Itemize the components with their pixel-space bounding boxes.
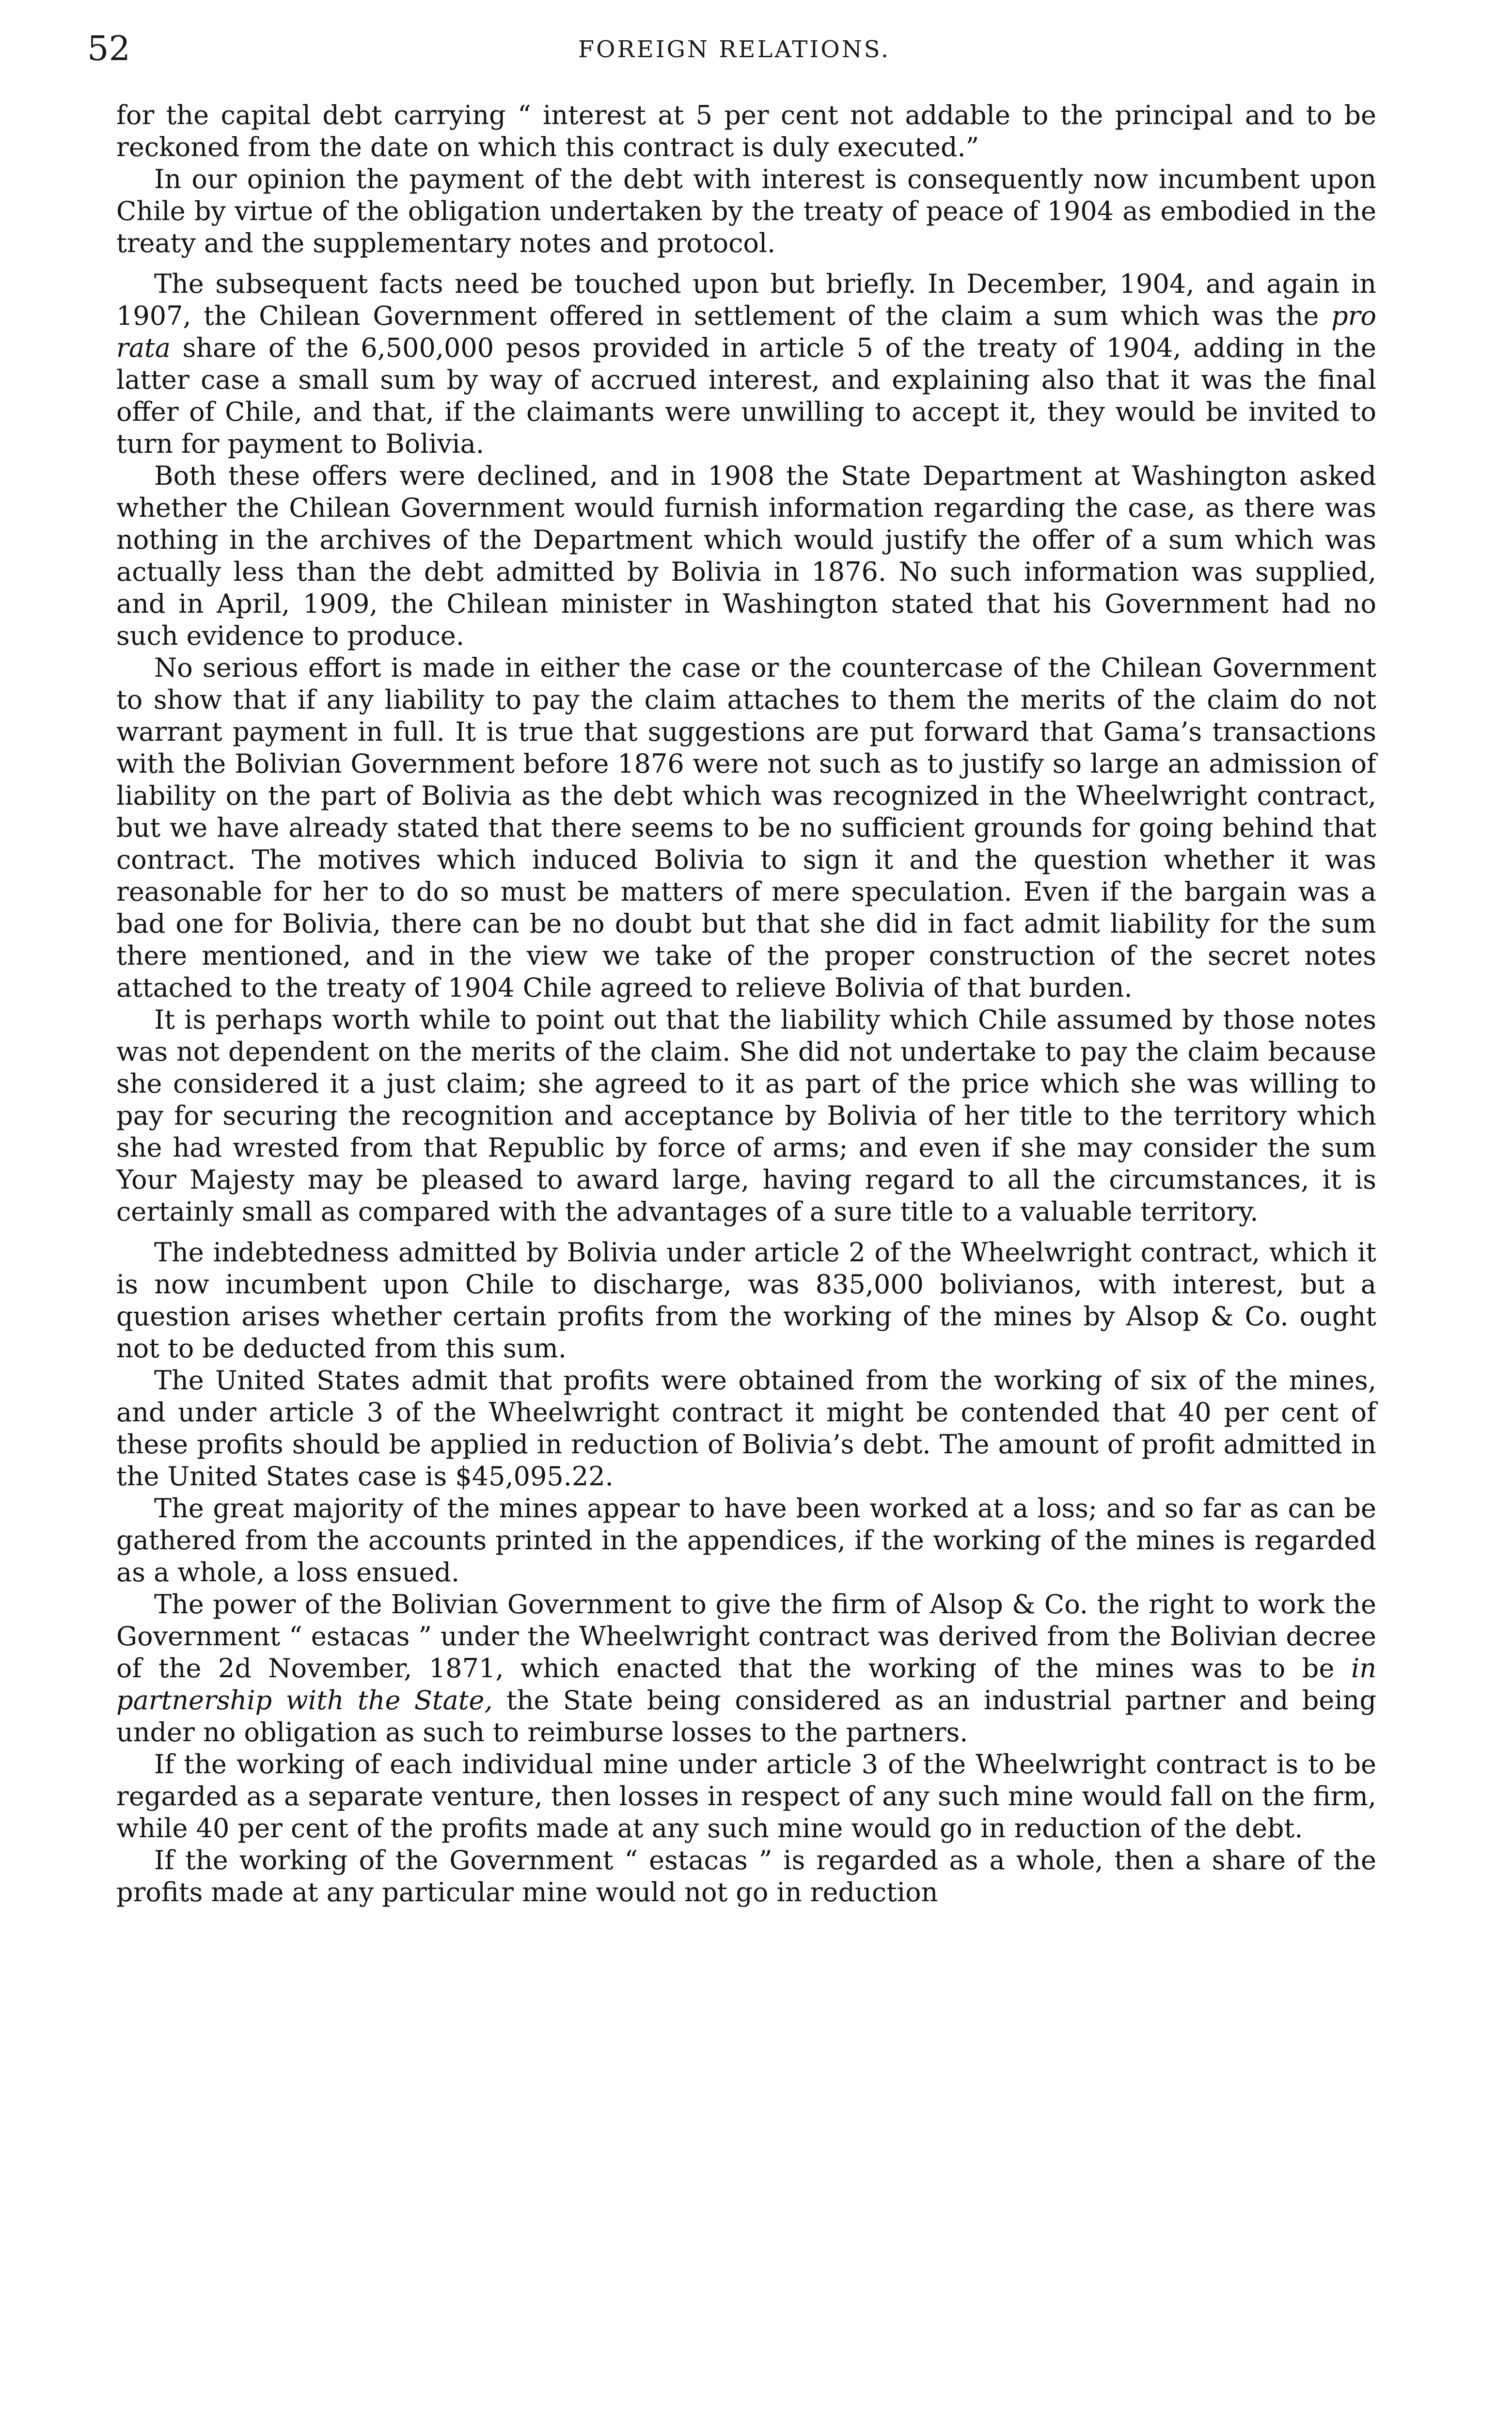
paragraph-7: The indebtedness admitted by Bolivia under article 2 of the Wheelwright contract, which it is now incumbent upon Chile to discharge, was 835,000 bolivianos, with interest, but a question arises whether certain profits from the working of the mines by Alsop & Co. ought not to be deducted from this sum.: [116, 1237, 1376, 1364]
paragraph-3: The subsequent facts need be touched upon but briefly. In December, 1904, and again in 1907, the Chilean Government offered in settlement of the claim a sum which was the pro rata share of the 6,500,000 pesos provided in article 5 of the treaty of 1904, adding in the latter case a small sum by way of accrued interest, and explaining also that it was the final offer of Chile, and that, if the claimants were unwilling to accept it, they would be invited to turn for payment to Bolivia.: [116, 269, 1376, 459]
paragraph-6: It is perhaps worth while to point out that the liability which Chile assumed by those notes was not dependent on the merits of the claim. She did not undertake to pay the claim because she considered it a just claim; she agreed to it as part of the price which she was willing to pay for securing the recognition and acceptance by Bolivia of her title to the territory which she had wrested from that Republic by force of arms; and even if she may consider the sum Your Majesty may be pleased to award large, having regard to all the circumstances, it is certainly small as compared with the advantages of a sure title to a valuable territory.: [116, 1004, 1376, 1227]
paragraph-9: The great majority of the mines appear to have been worked at a loss; and so far as can be gathered from the accounts printed in the appendices, if the working of the mines is regarded as a whole, a loss ensued.: [116, 1493, 1376, 1588]
paragraph-12: If the working of the Government “ estacas ” is regarded as a whole, then a share of the profits made at any particular mine would not go in reduction: [116, 1845, 1376, 1907]
body-text: [116, 99, 1376, 1908]
paragraph-11: If the working of each individual mine under article 3 of the Wheelwright contract is to be regarded as a separate venture, then losses in respect of any such mine would fall on the firm, while 40 per cent of the profits made at any such mine would go in reduction of the debt.: [116, 1749, 1376, 1844]
paragraph-2: In our opinion the payment of the debt with interest is consequently now incumbent upon Chile by virtue of the obligation undertaken by the treaty of peace of 1904 as embodied in the treaty and the supplementary notes and protocol.: [116, 164, 1376, 258]
paragraph-5: No serious effort is made in either the case or the countercase of the Chilean Government to show that if any liability to pay the claim attaches to them the merits of the claim do not warrant payment in full. It is true that suggestions are put forward that Gama’s transactions with the Bolivian Government before 1876 were not such as to justify so large an admission of liability on the part of Bolivia as the debt which was recognized in the Wheelwright contract, but we have already stated that there seems to be no sufficient grounds for going behind that contract. The motives which induced Bolivia to sign it and the question whether it was reasonable for her to do so must be matters of mere speculation. Even if the bargain was a bad one for Bolivia, there can be no doubt but that she did in fact admit liability for the sum there mentioned, and in the view we take of the proper construction of the secret notes attached to the treaty of 1904 Chile agreed to relieve Bolivia of that burden.: [116, 652, 1376, 1003]
paragraph-1: for the capital debt carrying “ interest at 5 per cent not addable to the principal and to be reckoned from the date on which this contract is duly executed.”: [116, 100, 1376, 162]
italic-partnership: in partnership with the State,: [116, 1653, 1376, 1716]
paragraph-10: The power of the Bolivian Government to give the firm of Alsop & Co. the right to work the Government “ estacas ” under the Wheelwright contract was derived from the Bolivian decree of the 2d November, 1871, which enacted that the working of the mines was to be in partnership with the State, the State being considered as an industrial partner and being under no obligation as such to reimburse losses to the partners.: [116, 1589, 1377, 1748]
italic-pro-rata: pro rata: [116, 301, 1376, 363]
page-number: 52: [87, 29, 131, 68]
paragraph-4: Both these offers were declined, and in 1908 the State Department at Washington asked whether the Chilean Government would furnish information regarding the case, as there was nothing in the archives of the Department which would justify the offer of a sum which was actually less than the debt admitted by Bolivia in 1876. No such information was supplied, and in April, 1909, the Chilean minister in Washington stated that his Government had no such evidence to produce.: [116, 461, 1376, 651]
page-header: [87, 24, 1381, 78]
paragraph-8: The United States admit that profits were obtained from the working of six of the mines, and under article 3 of the Wheelwright contract it might be contended that 40 per cent of these profits should be applied in reduction of Bolivia’s debt. The amount of profit admitted in the United States case is $45,095.22.: [116, 1365, 1376, 1492]
running-title: FOREIGN RELATIONS.: [578, 36, 891, 63]
